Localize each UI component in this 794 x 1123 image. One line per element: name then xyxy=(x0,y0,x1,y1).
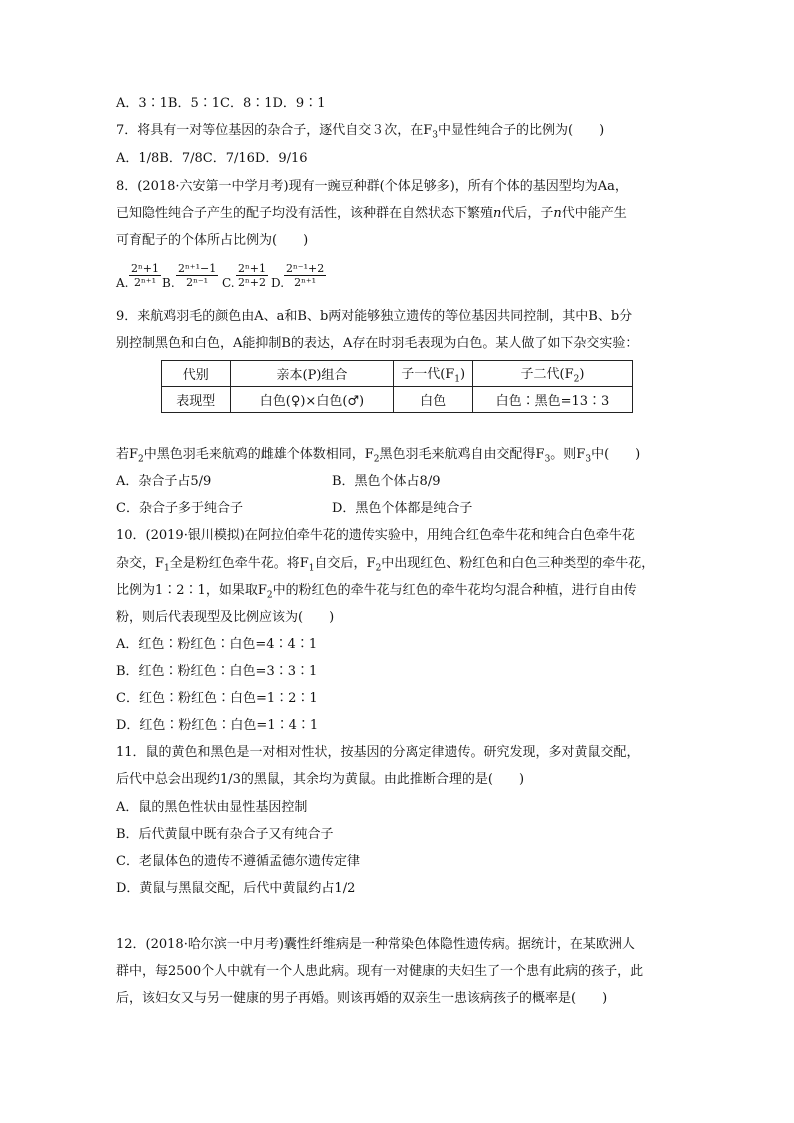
table-header-generation: 代别 xyxy=(162,361,231,387)
q9-stem-line1: 9．来航鸡羽毛的颜色由A、a和B、b两对能够独立遗传的等位基因共同控制，其中B、b分 xyxy=(116,309,633,324)
q10-stem-line1: 10．(2019·银川模拟)在阿拉伯牵牛花的遗传实验中，用纯合红色牵牛花和纯合白色牵牛花 xyxy=(116,528,635,543)
table-row xyxy=(162,387,633,413)
q10-stem-line2: 杂交，$F_1$全是粉红色牵牛花。将$F_1$自交后，$F_2$中出现红色、粉红色和白色三种类型的牵牛花， xyxy=(116,556,655,574)
q9-option-c: C．杂合子多于纯合子 xyxy=(116,501,243,516)
table-cell-parents: 白色(♀)×白色(♂) xyxy=(230,387,394,413)
q8-option-a-label: A. xyxy=(116,276,129,290)
q8-option-d-fraction: $\frac{\text{2ⁿ⁻¹+2}}{\text{2ⁿ⁺¹}}$ xyxy=(286,262,325,289)
q8-option-b-fraction: $\frac{\text{2ⁿ⁺¹−1}}{\text{2ⁿ⁻¹}}$ xyxy=(178,262,217,289)
table-cell-f1: 白色 xyxy=(394,387,473,413)
q10-stem-line3: 比例为1∶2∶1，如果取$F_2$中的粉红色的牵牛花与红色的牵牛花均匀混合种植，进行自由传 xyxy=(116,583,637,601)
q9-cross-table xyxy=(161,360,633,413)
q11-stem-line1: 11．鼠的黄色和黑色是一对相对性状，按基因的分离定律遗传。研究发现，多对黄鼠交配， xyxy=(116,745,640,760)
q11-option-b: B．后代黄鼠中既有杂合子又有纯合子 xyxy=(116,827,334,842)
q9-option-b: B．黑色个体占8/9 xyxy=(332,474,441,489)
q8-option-b-label: B. xyxy=(162,276,175,290)
q7-options: A．1/8B．7/8C．7/16D．9/16 xyxy=(116,151,308,166)
q11-option-c: C．老鼠体色的遗传不遵循孟德尔遗传定律 xyxy=(116,854,360,869)
q12-stem-line1: 12．(2018·哈尔滨一中月考)囊性纤维病是一种常染色体隐性遗传病。据统计，在某欧洲人 xyxy=(116,937,635,952)
q12-stem-line3: 后，该妇女又与另一健康的男子再婚。则该再婚的双亲生一患该病孩子的概率是( ) xyxy=(116,991,608,1006)
table-row xyxy=(162,361,633,387)
q8-stem-line2: 已知隐性纯合子产生的配子均没有活性，该种群在自然状态下繁殖n代后，子n代中能产生 xyxy=(116,206,627,221)
q8-option-d-label: D. xyxy=(271,276,285,290)
q10-stem-line4: 粉，则后代表现型及比例应该为( ) xyxy=(116,610,335,625)
q10-option-c: C．红色∶粉红色∶白色=1∶2∶1 xyxy=(116,691,318,706)
table-header-f1: 子一代$(F_1)$ xyxy=(394,361,473,387)
q11-stem-line2: 后代中总会出现约1/3的黑鼠，其余均为黄鼠。由此推断合理的是( ) xyxy=(116,772,525,787)
q10-option-b: B．红色∶粉红色∶白色=3∶3∶1 xyxy=(116,664,318,679)
q7-stem: 7．将具有一对等位基因的杂合子，逐代自交３次，在$F_3$中显性纯合子的比例为( ) xyxy=(116,123,605,141)
table-header-f2: 子二代$(F_2)$ xyxy=(472,361,632,387)
q11-option-a: A．鼠的黑色性状由显性基因控制 xyxy=(116,800,308,815)
q8-stem-line1: 8．(2018·六安第一中学月考)现有一豌豆种群(个体足够多)，所有个体的基因型均为Aa， xyxy=(116,179,628,194)
q12-stem-line2: 群中，每2500个人中就有一个人患此病。现有一对健康的夫妇生了一个患有此病的孩子，此 xyxy=(116,964,644,979)
q10-option-a: A．红色∶粉红色∶白色=4∶4∶1 xyxy=(116,637,318,652)
q8-stem-line3: 可育配子的个体所占比例为( ) xyxy=(116,233,309,248)
q9-question: 若$F_2$中黑色羽毛来航鸡的雌雄个体数相同，$F_2$黑色羽毛来航鸡自由交配得$F_3$。则$F_3$中( ) xyxy=(116,447,641,465)
q6-options: A．3∶1B．5∶1C．8∶1D．9∶1 xyxy=(116,96,326,111)
q10-option-d: D．红色∶粉红色∶白色=1∶4∶1 xyxy=(116,718,319,733)
q8-option-a-fraction: $\frac{\text{2ⁿ+1}}{\text{2ⁿ⁺¹}}$ xyxy=(131,262,159,289)
q11-option-d: D．黄鼠与黑鼠交配，后代中黄鼠约占1/2 xyxy=(116,881,356,896)
table-header-parents: 亲本(P)组合 xyxy=(230,361,394,387)
q9-stem-line2: 别控制黑色和白色，A能抑制B的表达，A存在时羽毛表现为白色。某人做了如下杂交实验： xyxy=(116,336,639,351)
q9-option-a: A．杂合子占5/9 xyxy=(116,474,212,489)
table-cell-phenotype: 表现型 xyxy=(162,387,231,413)
table-cell-f2: 白色∶黑色=13∶3 xyxy=(472,387,632,413)
q9-option-d: D．黑色个体都是纯合子 xyxy=(332,501,473,516)
q8-option-c-fraction: $\frac{\text{2ⁿ+1}}{\text{2ⁿ+2}}$ xyxy=(238,262,266,289)
q8-option-c-label: C. xyxy=(222,276,235,290)
